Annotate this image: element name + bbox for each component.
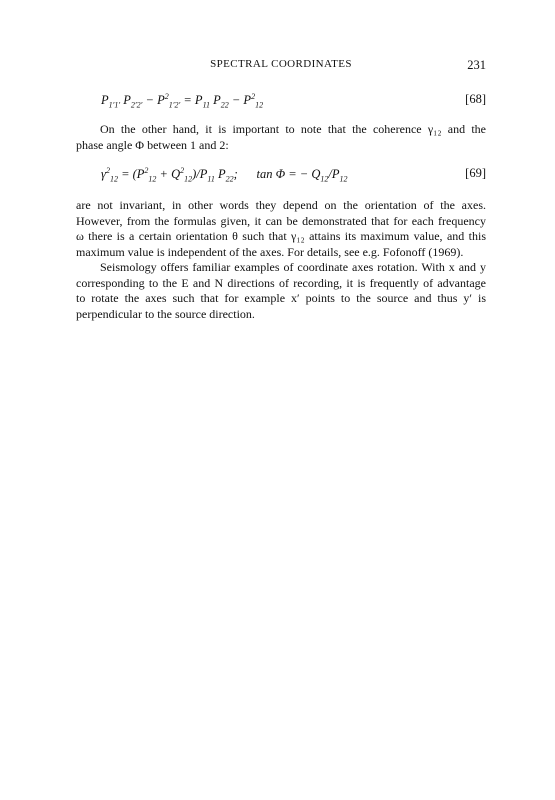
- paragraph-3-line: perpendicular to the source direction.: [76, 306, 255, 321]
- page-header: [76, 58, 486, 76]
- running-head: SPECTRAL COORDINATES: [210, 58, 352, 70]
- equation-69: [76, 166, 486, 186]
- equation-69-formula: $\gamma^2_{12} = (P^2_{12} + Q^2_{12})/P_{11}$ $P_{22}$; tan Φ = − $Q_{12}/P_{12}$: [101, 166, 348, 184]
- paragraph-1-line: phase angle Φ between 1 and 2:: [76, 137, 229, 152]
- paragraph-3-line: Seismology offers familiar examples of coordinate axes rotation. With x and y: [100, 260, 486, 274]
- paragraph-3: [76, 260, 486, 322]
- equation-68-formula: $P_{1'1'}$ $P_{2'2'} - P^2_{1'2'} = P_{11}$ $P_{22} - P^2_{12}$: [101, 92, 264, 110]
- paragraph-2: [76, 198, 486, 260]
- paragraph-3-line: corresponding to the E and N directions of recording, it is frequently of advantage: [76, 275, 486, 290]
- equation-69-number: [69]: [465, 166, 486, 180]
- equation-68-number: [68]: [465, 92, 486, 106]
- paragraph-1: [76, 122, 486, 153]
- paragraph-2-line: are not invariant, in other words they depend on the orientation of the axes.: [76, 198, 486, 212]
- paragraph-1-line: On the other hand, it is important to note that the coherence γ₁₂ and the: [100, 122, 486, 136]
- paragraph-2-line: However, from the formulas given, it can be demonstrated that for each frequency: [76, 213, 486, 228]
- paragraph-3-line: to rotate the axes such that for example x′ points to the source and thus y′ is: [76, 291, 486, 305]
- equation-68: [76, 92, 486, 112]
- paragraph-2-line: ω there is a certain orientation θ such that γ₁₂ attains its maximum value, and this: [76, 229, 486, 243]
- paragraph-2-line: maximum value is independent of the axes. For details, see e.g. Fofonoff (1969).: [76, 244, 464, 259]
- page-number: 231: [467, 58, 486, 72]
